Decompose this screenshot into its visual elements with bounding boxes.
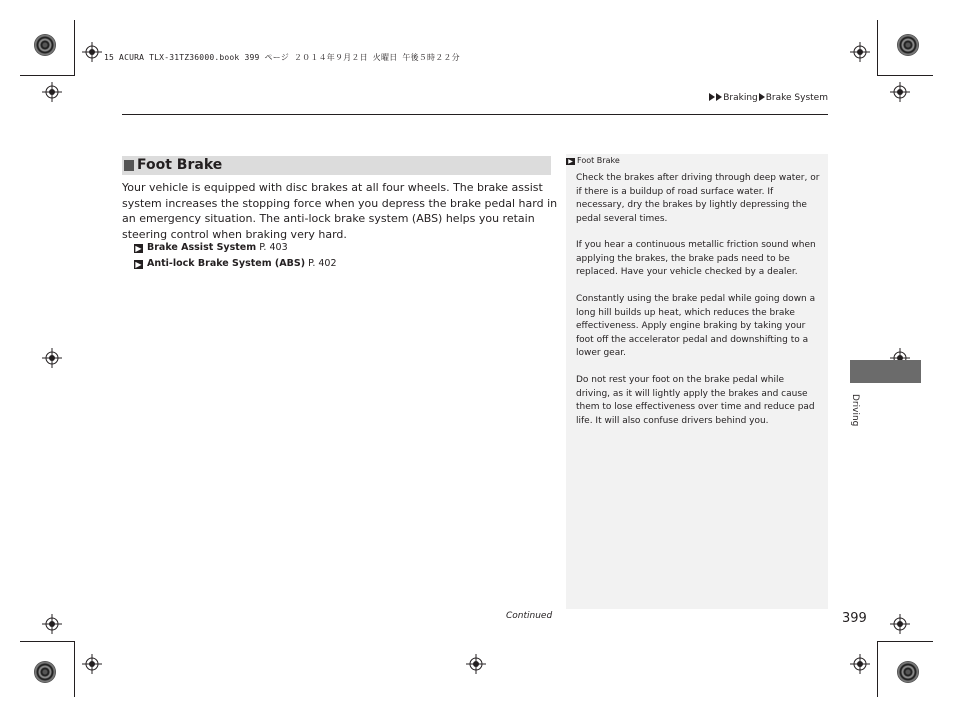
- xref-brake-assist[interactable]: [134, 242, 288, 253]
- sidebar-paragraph: Constantly using the brake pedal while going down a long hill builds up heat, which reduces the brake effectiveness. Apply engine braking by taking your foot off the accelerator pedal and downshifting to a lower gear.: [576, 294, 816, 358]
- sidebar-paragraph: Check the brakes after driving through deep water, or if there is a buildup of road surface water. If necessary, dry the brakes by lightly depressing the pedal several times.: [576, 173, 820, 224]
- section-square-icon: [124, 160, 134, 171]
- chapter-tab: [850, 360, 921, 383]
- cross-reference-icon: ▶: [135, 244, 142, 253]
- registration-mark: [890, 82, 910, 102]
- continued-label: Continued: [506, 611, 553, 621]
- triangle-icon: [709, 93, 715, 101]
- sidebar-heading-label: Foot Brake: [577, 156, 620, 165]
- xref-title: Anti-lock Brake System (ABS): [147, 258, 306, 269]
- registration-rosette: [34, 34, 56, 56]
- registration-mark: [850, 42, 870, 62]
- crop-line: [877, 641, 878, 697]
- breadcrumb-brake-system: Brake System: [765, 93, 828, 103]
- registration-mark: [890, 614, 910, 634]
- crop-line: [877, 641, 933, 642]
- crop-line: [20, 75, 75, 76]
- xref-page: P. 402: [308, 258, 337, 269]
- sidebar-paragraph: Do not rest your foot on the brake pedal while driving, as it will lightly apply the brakes and cause them to lose effectiveness over time and reduce pad life. It will also confuse drivers behind you.: [576, 375, 815, 426]
- note-icon: ▶: [566, 158, 575, 165]
- section-heading-bar: [122, 156, 551, 175]
- triangle-icon: [759, 93, 765, 101]
- registration-rosette: [897, 661, 919, 683]
- print-header: 15 ACURA TLX-31TZ36000.book 399 ページ ２０１４年９月２日 火曜日 午後５時２２分: [104, 53, 460, 62]
- header-rule: [122, 114, 828, 115]
- sidebar-paragraph: If you hear a continuous metallic friction sound when applying the brakes, the brake pads need to be replaced. Have your vehicle checked by a dealer.: [576, 240, 816, 277]
- breadcrumb-braking: Braking: [723, 93, 758, 103]
- cross-reference-icon: ▶: [135, 260, 142, 269]
- crop-line: [20, 641, 75, 642]
- xref-abs[interactable]: [134, 258, 337, 269]
- section-title: Foot Brake: [137, 157, 223, 173]
- xref-title: Brake Assist System: [147, 242, 257, 253]
- page-number: 399: [842, 611, 867, 626]
- registration-rosette: [34, 661, 56, 683]
- registration-mark: [466, 654, 486, 674]
- crop-line: [74, 641, 75, 697]
- registration-mark: [42, 614, 62, 634]
- sidebar-note: [566, 154, 828, 609]
- crop-line: [877, 75, 933, 76]
- registration-mark: [82, 42, 102, 62]
- breadcrumb: [709, 93, 828, 103]
- sidebar-heading: [566, 156, 620, 165]
- crop-line: [877, 20, 878, 76]
- registration-rosette: [897, 34, 919, 56]
- registration-mark: [850, 654, 870, 674]
- xref-page: P. 403: [259, 242, 288, 253]
- registration-mark: [42, 348, 62, 368]
- chapter-tab-label: Driving: [850, 394, 860, 427]
- body-paragraph: Your vehicle is equipped with disc brakes at all four wheels. The brake assist system increases the stopping force when you depress the brake pedal hard in an emergency situation. The anti-lock brake system (ABS) helps you retain steering control when braking very hard.: [122, 181, 558, 241]
- registration-mark: [42, 82, 62, 102]
- triangle-icon: [716, 93, 722, 101]
- registration-mark: [82, 654, 102, 674]
- crop-line: [74, 20, 75, 76]
